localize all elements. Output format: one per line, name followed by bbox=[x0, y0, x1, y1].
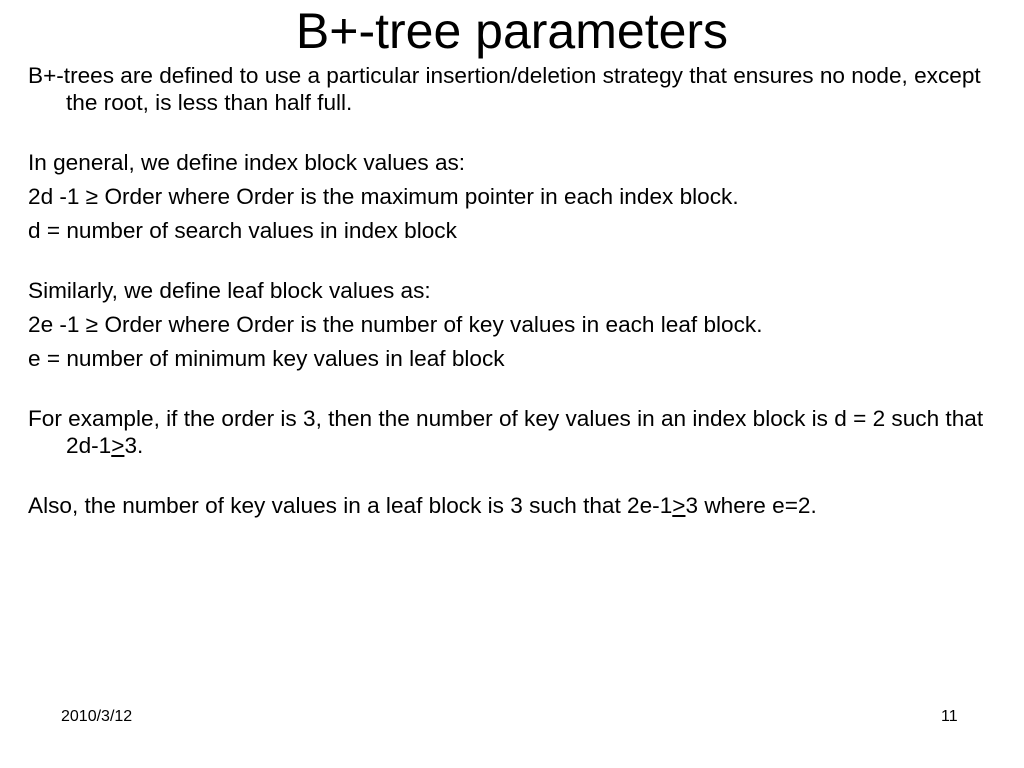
paragraph-example-leaf bbox=[28, 492, 1018, 519]
paragraph-leaf-order: 2e -1 ≥ Order where Order is the number of key values in each leaf block. bbox=[28, 312, 763, 337]
paragraph-example-index bbox=[28, 405, 1018, 459]
paragraph-index-intro: In general, we define index block values as: bbox=[28, 150, 466, 175]
paragraph-leaf-e: e = number of minimum key values in leaf block bbox=[28, 346, 505, 371]
spacer bbox=[28, 372, 1018, 405]
spacer bbox=[28, 459, 1018, 492]
ge-symbol: > bbox=[111, 433, 125, 458]
spacer bbox=[28, 210, 1018, 217]
spacer bbox=[28, 244, 1018, 277]
ge-symbol: > bbox=[672, 493, 686, 518]
example-leaf-text: Also, the number of key values in a leaf block is 3 such that 2e-1 bbox=[28, 493, 673, 518]
slide-body bbox=[28, 62, 1018, 519]
example-index-tail: 3. bbox=[124, 433, 144, 458]
example-index-text: For example, if the order is 3, then the number of key values in an index block is d = 2 such that 2d-1 bbox=[28, 406, 984, 458]
example-leaf-tail: 3 where e=2. bbox=[685, 493, 817, 518]
footer-date: 2010/3/12 bbox=[61, 708, 133, 725]
spacer bbox=[28, 304, 1018, 311]
spacer bbox=[28, 338, 1018, 345]
spacer bbox=[28, 176, 1018, 183]
paragraph-index-d: d = number of search values in index block bbox=[28, 218, 457, 243]
footer-page-number: 11 bbox=[941, 708, 958, 725]
slide-title: B+-tree parameters bbox=[295, 3, 729, 59]
spacer bbox=[28, 116, 1018, 149]
paragraph-definition: B+-trees are defined to use a particular insertion/deletion strategy that ensures no node, except the root, is less than half full. bbox=[28, 63, 981, 115]
paragraph-index-order: 2d -1 ≥ Order where Order is the maximum pointer in each index block. bbox=[28, 184, 739, 209]
paragraph-leaf-intro: Similarly, we define leaf block values as: bbox=[28, 278, 431, 303]
